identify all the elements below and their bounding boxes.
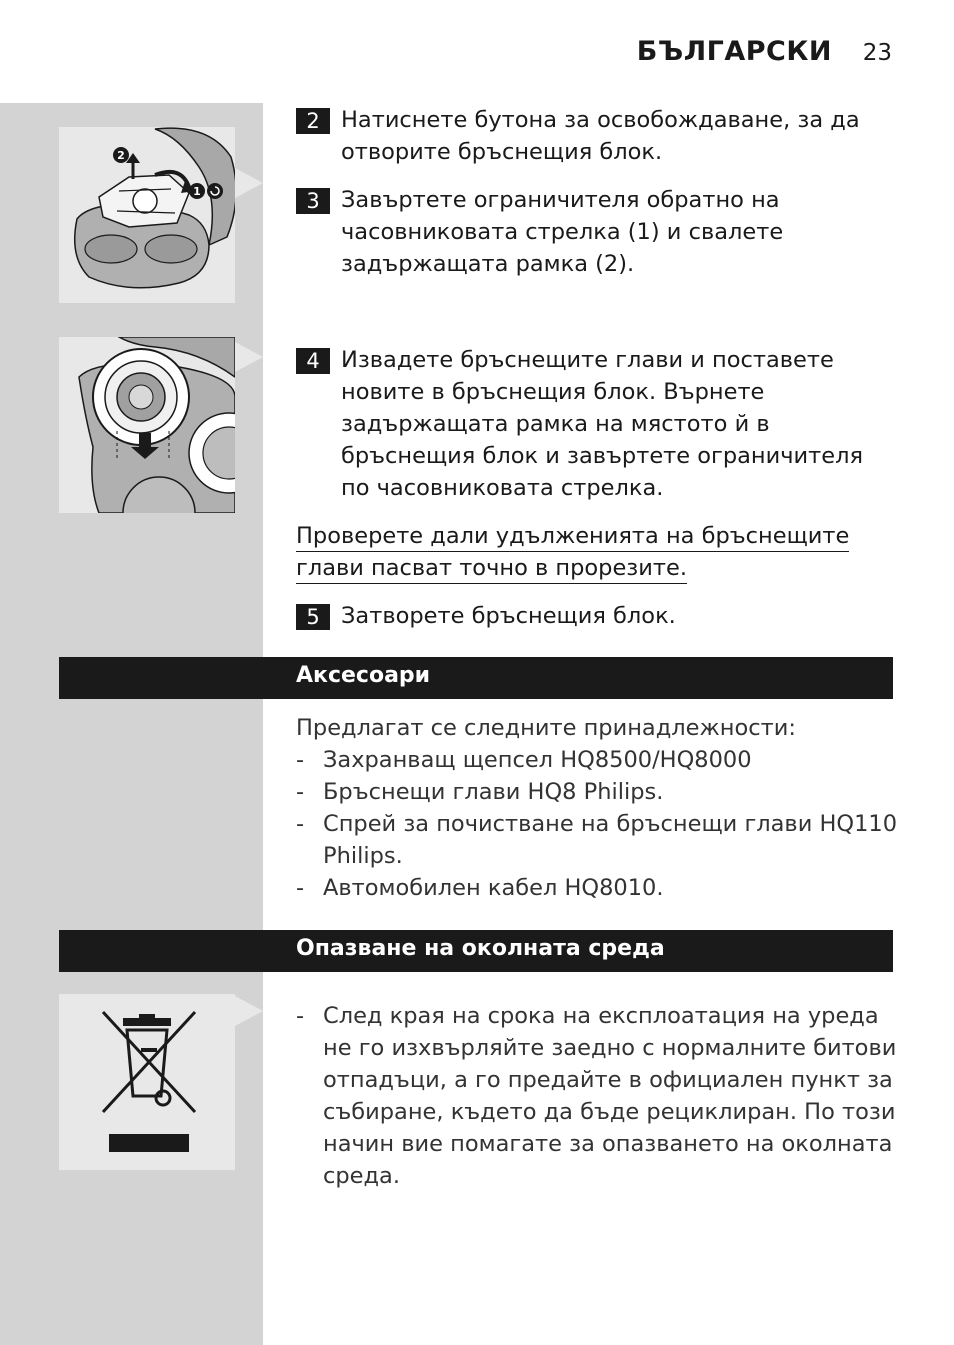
crossed-bin-icon <box>59 994 235 1170</box>
list-item: - След края на срока на експлоатация на уреда не го изхвърляйте заедно с нормалните битови отпадъци, а го предайте в официален пункт за събиране, където да бъде рециклиран. По този начин вие помагате за опазването на околната среда. <box>296 1003 897 1189</box>
step-2 <box>296 104 896 168</box>
note-line: Проверете дали удълженията на бръснещите <box>296 521 849 552</box>
figure-pointer <box>235 342 263 372</box>
section-header-environment <box>59 930 893 972</box>
note-check-heads <box>296 520 860 584</box>
figure-pointer <box>235 996 263 1026</box>
figure-weee-symbol <box>59 994 235 1170</box>
list-item: - Бръснещи глави HQ8 Philips. <box>296 779 664 805</box>
step-5 <box>296 600 896 632</box>
environment-list <box>296 1000 898 1192</box>
figure-replace-heads <box>59 337 235 513</box>
figure-unlock-retaining-frame <box>59 127 235 303</box>
step-number: 2 <box>296 108 330 134</box>
section-header-accessories <box>59 657 893 699</box>
step-4 <box>296 344 896 504</box>
step-text: Извадете бръснещите глави и поставете новите в бръснещия блок. Върнете задържащата рамка на мястото й в бръснещия блок и завъртете ограничителя по часовниковата стрелка. <box>341 347 864 501</box>
step-3 <box>296 184 896 280</box>
list-item: - Захранващ щепсел HQ8500/HQ8000 <box>296 747 752 773</box>
accessories-intro: Предлагат се следните принадлежности: <box>296 715 796 741</box>
accessories-list <box>296 712 898 904</box>
step-number: 5 <box>296 604 330 630</box>
list-item: - Автомобилен кабел HQ8010. <box>296 875 664 901</box>
section-title: Аксесоари <box>296 663 431 688</box>
note-line: глави пасват точно в прорезите. <box>296 553 687 584</box>
page-number: 23 <box>862 40 892 66</box>
section-title: Опазване на околната среда <box>296 936 665 961</box>
step-number: 4 <box>296 348 330 374</box>
list-item: - Спрей за почистване на бръснещи глави HQ110 Philips. <box>296 811 898 869</box>
step-text: Завъртете ограничителя обратно на часовниковата стрелка (1) и свалете задържащата рамка (2). <box>341 187 784 277</box>
figure-label-1: 1 <box>193 185 201 198</box>
page-language-header: БЪЛГАРСКИ <box>636 36 832 67</box>
step-text: Затворете бръснещия блок. <box>341 603 676 629</box>
step-text: Натиснете бутона за освобождаване, за да отворите бръснещия блок. <box>341 107 860 165</box>
figure-pointer <box>235 168 263 198</box>
rotate-ccw-icon <box>207 183 223 199</box>
figure-label-2: 2 <box>117 149 125 162</box>
shaver-unlock-illustration <box>59 127 235 303</box>
shaving-heads-illustration <box>59 337 235 513</box>
step-number: 3 <box>296 188 330 214</box>
